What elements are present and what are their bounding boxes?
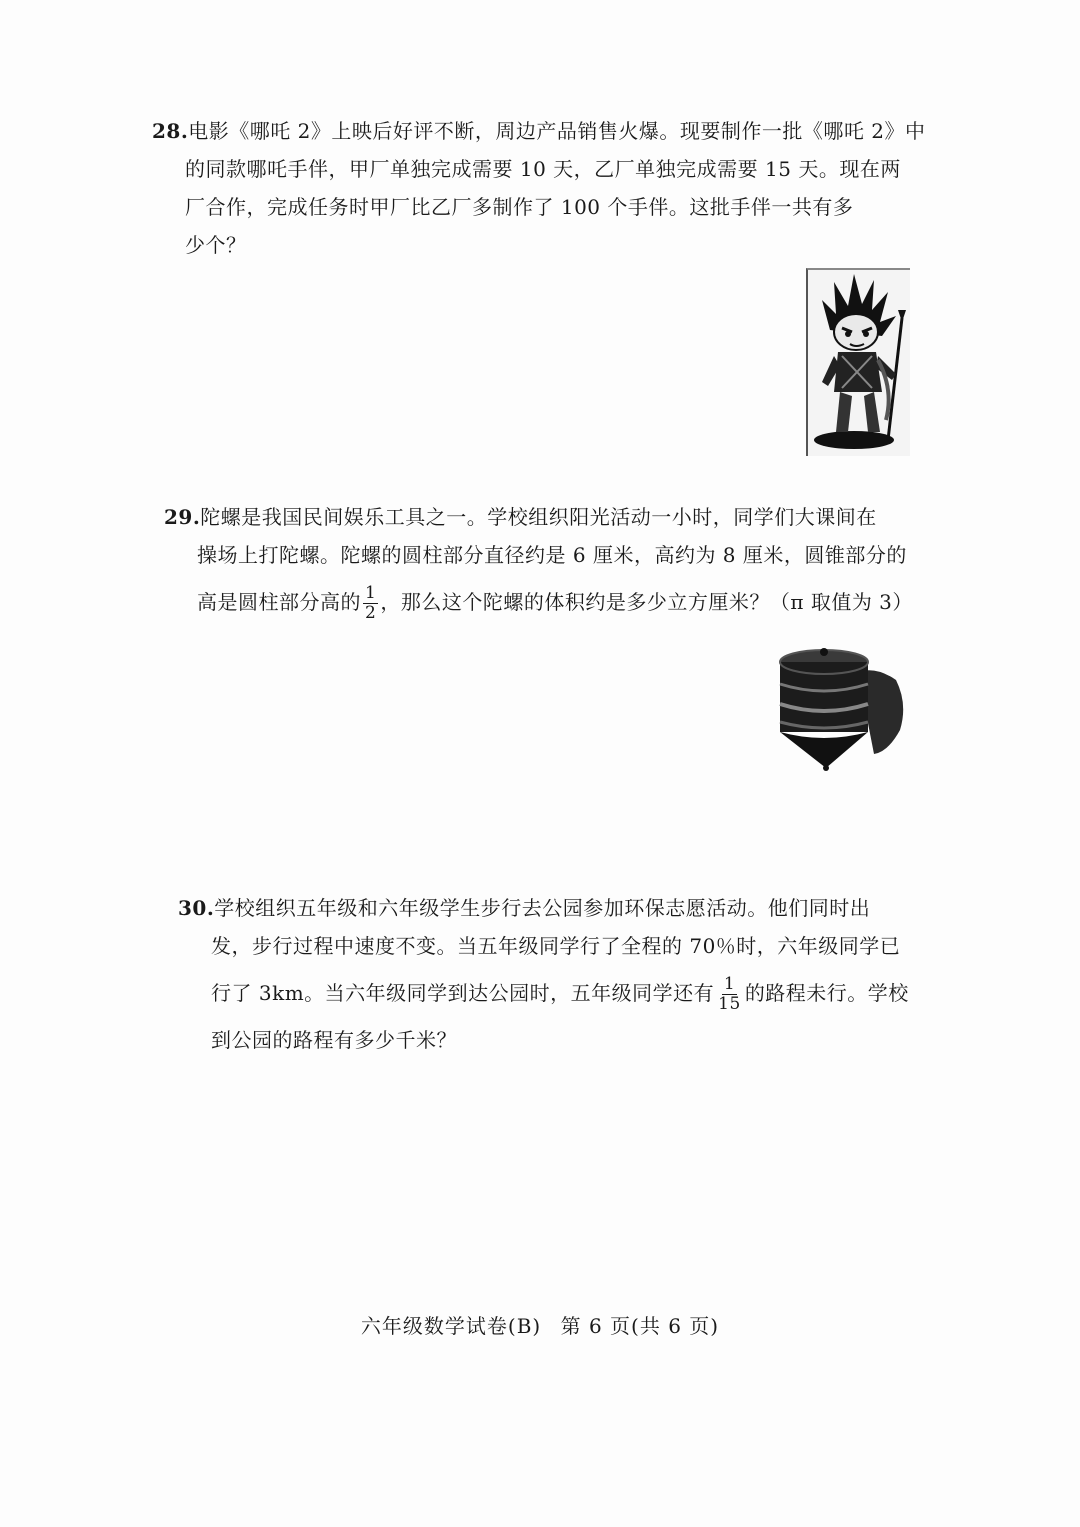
- fraction: [716, 975, 743, 1014]
- question-text: 行了 3km。当六年级同学到达公园时，五年级同学还有: [211, 981, 715, 1005]
- spinning-top-icon: [778, 644, 908, 772]
- question-28: [152, 112, 926, 264]
- fraction-denominator: 15: [718, 994, 741, 1014]
- question-text: 高是圆柱部分高的: [197, 590, 361, 614]
- fraction-denominator: 2: [365, 603, 377, 623]
- question-text: 电影《哪吒 2》上映后好评不断，周边产品销售火爆。现要制作一批《哪吒 2》中: [188, 119, 926, 143]
- question-text: 学校组织五年级和六年级学生步行去公园参加环保志愿活动。他们同时出: [214, 896, 871, 920]
- fraction-numerator: 1: [723, 974, 736, 994]
- fraction-numerator: 1: [365, 583, 377, 603]
- page-footer: [0, 1310, 1080, 1339]
- question-text: 发，步行过程中速度不变。当五年级同学行了全程的 70％时，六年级同学已: [211, 934, 901, 958]
- question-text: ，那么这个陀螺的体积约是多少立方厘米？（π 取值为 3）: [380, 590, 913, 614]
- question-text: 操场上打陀螺。陀螺的圆柱部分直径约是 6 厘米，高约为 8 厘米，圆锥部分的: [197, 543, 907, 567]
- question-text: 的同款哪吒手伴，甲厂单独完成需要 10 天，乙厂单独完成需要 15 天。现在两: [185, 157, 901, 181]
- exam-title: 六年级数学试卷(B): [360, 1314, 542, 1338]
- question-text: 厂合作，完成任务时甲厂比乙厂多制作了 100 个手伴。这批手伴一共有多: [185, 195, 854, 219]
- fraction: [363, 584, 378, 623]
- question-number: 29.: [164, 505, 201, 529]
- question-number: 28.: [152, 119, 189, 143]
- question-29: [164, 498, 924, 630]
- question-text: 到公园的路程有多少千米？: [211, 1028, 457, 1052]
- question-text: 的路程未行。学校: [744, 981, 909, 1005]
- question-text: 陀螺是我国民间娱乐工具之一。学校组织阳光活动一小时，同学们大课间在: [200, 505, 877, 529]
- page-number: 第 6 页(共 6 页): [560, 1314, 720, 1338]
- question-30: [178, 889, 918, 1059]
- question-number: 30.: [178, 896, 215, 920]
- question-text: 少个？: [185, 233, 247, 257]
- nezha-figure-icon: [806, 268, 910, 456]
